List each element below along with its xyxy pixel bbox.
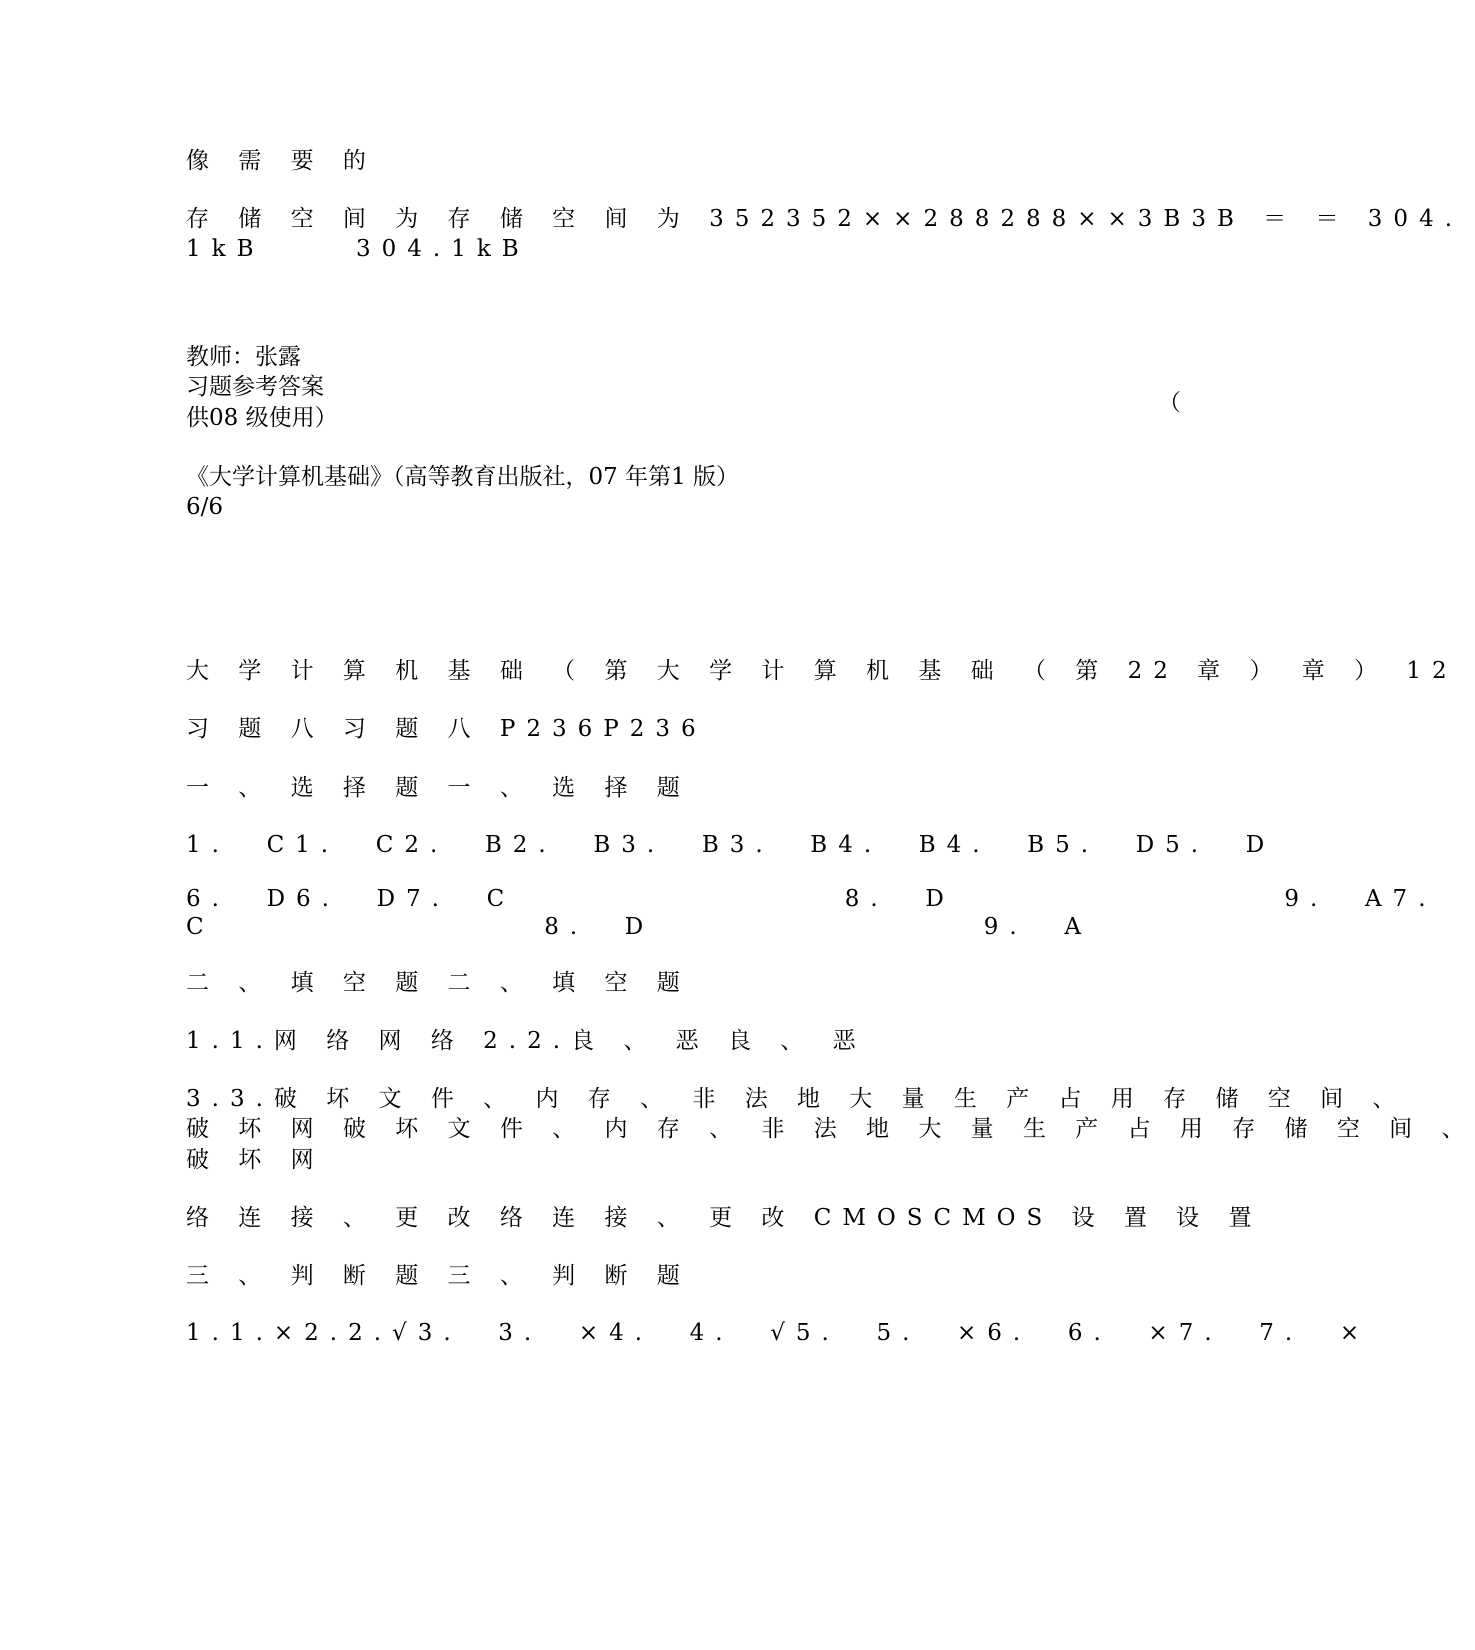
fill-answers-row-1: 1.1.网 络 网 络 2.2.良 、 恶 良 、 恶	[186, 1028, 867, 1054]
fragment-line-1: 像 需 要 的	[186, 148, 377, 174]
choice-answers-row-1: 1. C1. C2. B2. B3. B3. B4. B4. B5. D5. D	[186, 832, 1276, 858]
fill-answers-row-2b: 破 坏 网 破 坏 文 件 、 内 存 、 非 法 地 大 量 生 产 占 用 存 储 空 间 、	[186, 1116, 1475, 1142]
fragment-line-2a: 存 储 空 间 为 存 储 空 间 为 352352××288288××3B3B ＝ ＝ 304.	[186, 206, 1464, 232]
fill-answers-row-2a: 3.3.破 坏 文 件 、 内 存 、 非 法 地 大 量 生 产 占 用 存 储 空 间 、	[186, 1086, 1407, 1112]
section-heading-choice: 一 、 选 择 题 一 、 选 择 题	[186, 775, 691, 801]
exercise-title: 习 题 八 习 题 八 P236P236	[186, 716, 707, 742]
usage-note: 供08 级使用）	[186, 405, 338, 431]
section-heading-fill: 二 、 填 空 题 二 、 填 空 题	[186, 970, 691, 996]
fragment-line-2b: 1kB 304.1kB	[186, 236, 530, 262]
page-number: 6/6	[186, 494, 224, 520]
book-title: 《大学计算机基础》（高等教育出版社，07 年第1 版）	[186, 464, 740, 490]
answers-title: 习题参考答案	[186, 374, 324, 400]
chapter-title: 大 学 计 算 机 基 础 （ 第 大 学 计 算 机 基 础 （ 第 22 章 ） 章 ） 12	[186, 658, 1458, 684]
open-paren: （	[1158, 390, 1181, 416]
fill-answers-row-2c: 破 坏 网	[186, 1147, 325, 1173]
fill-answers-row-3: 络 连 接 、 更 改 络 连 接 、 更 改 CMOSCMOS 设 置 设 置	[186, 1205, 1263, 1231]
choice-answers-row-2b: C 8. D 9. A	[186, 914, 1092, 940]
choice-answers-row-2a: 6. D6. D7. C 8. D 9. A7.	[186, 886, 1437, 912]
judge-answers-row-1: 1.1.×2.2.√3. 3. ×4. 4. √5. 5. ×6. 6. ×7. 7. ×	[186, 1320, 1371, 1346]
section-heading-judge: 三 、 判 断 题 三 、 判 断 题	[186, 1263, 691, 1289]
teacher-name: 教师：张露	[186, 344, 301, 370]
